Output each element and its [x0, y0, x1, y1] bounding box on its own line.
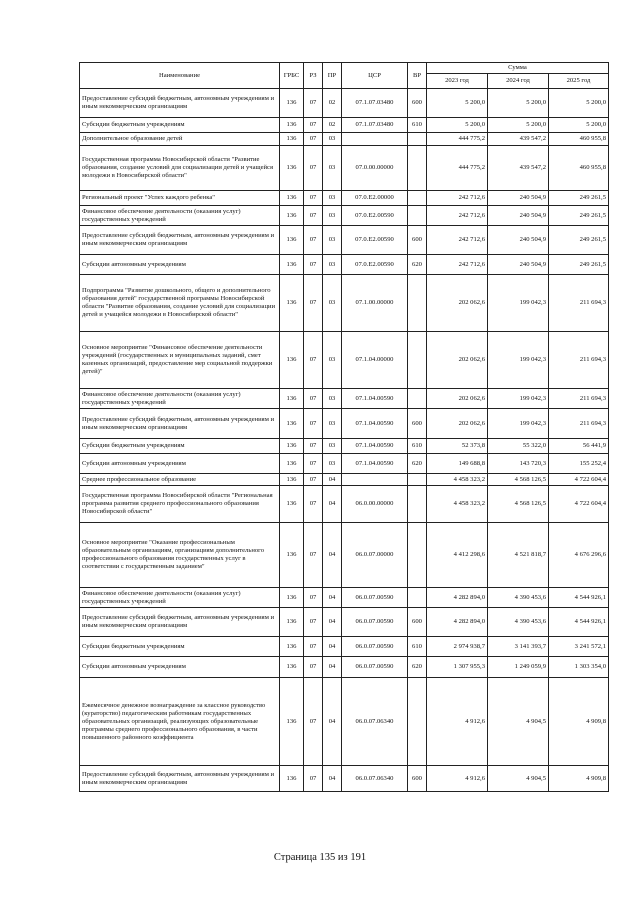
row-csr: 07.0.00.00000 — [342, 146, 408, 191]
row-rz: 07 — [304, 454, 323, 474]
row-vr: 600 — [408, 226, 427, 255]
row-grbs: 136 — [280, 637, 304, 657]
row-csr: 06.0.07.00590 — [342, 657, 408, 678]
row-value-2025: 4 909,8 — [549, 766, 609, 792]
row-rz: 07 — [304, 146, 323, 191]
row-pr: 03 — [323, 454, 342, 474]
header-year-2024: 2024 год — [488, 74, 549, 89]
row-grbs: 136 — [280, 206, 304, 226]
row-value-2024: 199 042,3 — [488, 409, 549, 439]
row-grbs: 136 — [280, 332, 304, 389]
row-value-2023: 5 200,0 — [427, 89, 488, 118]
row-grbs: 136 — [280, 409, 304, 439]
row-grbs: 136 — [280, 133, 304, 146]
row-csr: 06.0.07.06340 — [342, 766, 408, 792]
row-rz: 07 — [304, 678, 323, 766]
row-value-2023: 4 282 894,0 — [427, 588, 488, 608]
row-value-2023: 4 912,6 — [427, 678, 488, 766]
row-rz: 07 — [304, 766, 323, 792]
row-value-2024: 55 322,0 — [488, 439, 549, 454]
table-row — [80, 439, 609, 454]
table-row — [80, 255, 609, 275]
row-name: Финансовое обеспечение деятельности (оказания услуг) государственных учреждений — [80, 389, 280, 409]
row-rz: 07 — [304, 523, 323, 588]
row-grbs: 136 — [280, 454, 304, 474]
row-vr — [408, 588, 427, 608]
page-number: Страница 135 из 191 — [273, 852, 367, 863]
row-name: Основное мероприятие "Оказание профессиональным образовательным организациям, организациям дополнительного профессионального образования государственных услуг в соответствии с государственным заданием" — [80, 523, 280, 588]
row-value-2025: 211 694,3 — [549, 275, 609, 332]
row-value-2024: 240 504,9 — [488, 226, 549, 255]
row-value-2024: 439 547,2 — [488, 133, 549, 146]
row-value-2023: 5 200,0 — [427, 118, 488, 133]
table-row — [80, 191, 609, 206]
row-grbs: 136 — [280, 255, 304, 275]
row-value-2023: 202 062,6 — [427, 332, 488, 389]
row-value-2025: 3 241 572,1 — [549, 637, 609, 657]
row-name: Финансовое обеспечение деятельности (оказания услуг) государственных учреждений — [80, 206, 280, 226]
row-grbs: 136 — [280, 678, 304, 766]
row-value-2024: 4 390 453,6 — [488, 608, 549, 637]
row-name: Субсидии автономным учреждениям — [80, 657, 280, 678]
row-grbs: 136 — [280, 588, 304, 608]
row-value-2024: 143 720,3 — [488, 454, 549, 474]
row-vr — [408, 474, 427, 486]
row-pr: 03 — [323, 332, 342, 389]
row-value-2024: 240 504,9 — [488, 206, 549, 226]
row-value-2024: 4 568 126,5 — [488, 474, 549, 486]
row-csr — [342, 133, 408, 146]
row-value-2025: 460 955,8 — [549, 146, 609, 191]
table-row — [80, 89, 609, 118]
row-csr: 07.0.E2.00590 — [342, 206, 408, 226]
row-pr: 04 — [323, 637, 342, 657]
row-grbs: 136 — [280, 89, 304, 118]
row-name: Государственная программа Новосибирской области "Развитие образования, создание условий для социализации детей и учащейся молодежи в Новосибирской области" — [80, 146, 280, 191]
row-grbs: 136 — [280, 118, 304, 133]
row-value-2024: 199 042,3 — [488, 275, 549, 332]
row-value-2025: 4 909,8 — [549, 678, 609, 766]
row-name: Финансовое обеспечение деятельности (оказания услуг) государственных учреждений — [80, 588, 280, 608]
table-row — [80, 637, 609, 657]
row-csr: 06.0.07.00590 — [342, 588, 408, 608]
row-name: Субсидии бюджетным учреждениям — [80, 439, 280, 454]
row-value-2023: 242 712,6 — [427, 226, 488, 255]
row-pr: 03 — [323, 409, 342, 439]
row-rz: 07 — [304, 275, 323, 332]
row-value-2023: 4 282 894,0 — [427, 608, 488, 637]
row-value-2025: 4 544 926,1 — [549, 588, 609, 608]
row-pr: 02 — [323, 89, 342, 118]
row-value-2025: 4 676 296,6 — [549, 523, 609, 588]
row-grbs: 136 — [280, 766, 304, 792]
row-value-2024: 240 504,9 — [488, 191, 549, 206]
row-value-2025: 5 200,0 — [549, 89, 609, 118]
row-value-2024: 5 200,0 — [488, 118, 549, 133]
row-csr: 07.0.E2.00590 — [342, 226, 408, 255]
row-pr: 03 — [323, 255, 342, 275]
row-value-2023: 242 712,6 — [427, 206, 488, 226]
table-row — [80, 523, 609, 588]
row-rz: 07 — [304, 332, 323, 389]
row-rz: 07 — [304, 657, 323, 678]
row-pr: 03 — [323, 226, 342, 255]
row-vr — [408, 332, 427, 389]
row-value-2023: 242 712,6 — [427, 255, 488, 275]
row-pr: 04 — [323, 608, 342, 637]
row-vr — [408, 523, 427, 588]
row-value-2024: 3 141 393,7 — [488, 637, 549, 657]
row-value-2024: 199 042,3 — [488, 332, 549, 389]
row-csr — [342, 474, 408, 486]
row-name: Ежемесячное денежное вознаграждение за классное руководство (кураторство) педагогическим работникам государственных образовательных организаций, реализующих образовательные программы среднего профессионального образования, в части повышенного районного коэффициента — [80, 678, 280, 766]
row-name: Предоставление субсидий бюджетным, автономным учреждениям и иным некоммерческим организациям — [80, 89, 280, 118]
row-csr: 06.0.07.00590 — [342, 608, 408, 637]
header-name: Наименование — [80, 63, 280, 89]
row-value-2025: 249 261,5 — [549, 226, 609, 255]
row-csr: 07.1.04.00000 — [342, 332, 408, 389]
row-csr: 07.1.04.00590 — [342, 389, 408, 409]
row-rz: 07 — [304, 439, 323, 454]
row-value-2025: 211 694,3 — [549, 332, 609, 389]
row-name: Предоставление субсидий бюджетным, автономным учреждениям и иным некоммерческим организациям — [80, 409, 280, 439]
row-grbs: 136 — [280, 474, 304, 486]
row-pr: 03 — [323, 275, 342, 332]
row-grbs: 136 — [280, 389, 304, 409]
row-value-2025: 211 694,3 — [549, 409, 609, 439]
table-row — [80, 389, 609, 409]
header-sum: Сумма — [427, 63, 609, 74]
row-vr — [408, 206, 427, 226]
row-pr: 04 — [323, 588, 342, 608]
row-value-2025: 460 955,8 — [549, 133, 609, 146]
row-name: Предоставление субсидий бюджетным, автономным учреждениям и иным некоммерческим организациям — [80, 608, 280, 637]
row-value-2023: 149 688,8 — [427, 454, 488, 474]
row-grbs: 136 — [280, 226, 304, 255]
row-value-2024: 4 390 453,6 — [488, 588, 549, 608]
row-rz: 07 — [304, 389, 323, 409]
table-row — [80, 608, 609, 637]
row-value-2025: 249 261,5 — [549, 255, 609, 275]
row-pr: 04 — [323, 486, 342, 523]
table-row — [80, 409, 609, 439]
table-row — [80, 678, 609, 766]
row-rz: 07 — [304, 255, 323, 275]
row-name: Субсидии автономным учреждениям — [80, 454, 280, 474]
row-vr: 600 — [408, 409, 427, 439]
row-name: Предоставление субсидий бюджетным, автономным учреждениям и иным некоммерческим организациям — [80, 226, 280, 255]
table-row — [80, 474, 609, 486]
row-value-2023: 4 458 323,2 — [427, 486, 488, 523]
table-header — [80, 63, 609, 89]
row-pr: 03 — [323, 206, 342, 226]
row-vr: 600 — [408, 766, 427, 792]
row-value-2023: 2 974 938,7 — [427, 637, 488, 657]
row-value-2024: 4 904,5 — [488, 766, 549, 792]
row-value-2025: 249 261,5 — [549, 191, 609, 206]
table-row — [80, 206, 609, 226]
row-grbs: 136 — [280, 608, 304, 637]
row-rz: 07 — [304, 118, 323, 133]
row-pr: 04 — [323, 523, 342, 588]
row-pr: 04 — [323, 678, 342, 766]
row-value-2025: 5 200,0 — [549, 118, 609, 133]
row-name: Подпрограмма "Развитие дошкольного, общего и дополнительного образования детей" государственной программы Новосибирской области "Развитие образования, создание условий для социализации детей и учащейся молодежи в Новосибирской области" — [80, 275, 280, 332]
row-value-2023: 202 062,6 — [427, 409, 488, 439]
row-rz: 07 — [304, 191, 323, 206]
row-pr: 04 — [323, 474, 342, 486]
row-value-2024: 199 042,3 — [488, 389, 549, 409]
row-name: Основное мероприятие "Финансовое обеспечение деятельности учреждений (государственных и муниципальных заданий, смет казенных организаций, предоставление мер социальной поддержки детей)" — [80, 332, 280, 389]
row-name: Среднее профессиональное образование — [80, 474, 280, 486]
row-vr: 610 — [408, 118, 427, 133]
row-value-2023: 444 775,2 — [427, 146, 488, 191]
row-value-2024: 1 249 059,9 — [488, 657, 549, 678]
row-vr: 600 — [408, 608, 427, 637]
row-value-2024: 5 200,0 — [488, 89, 549, 118]
row-value-2024: 4 904,5 — [488, 678, 549, 766]
row-vr: 620 — [408, 454, 427, 474]
row-value-2024: 4 521 818,7 — [488, 523, 549, 588]
row-grbs: 136 — [280, 657, 304, 678]
row-name: Региональный проект "Успех каждого ребенка" — [80, 191, 280, 206]
row-name: Субсидии автономным учреждениям — [80, 255, 280, 275]
table-row — [80, 486, 609, 523]
table-row — [80, 657, 609, 678]
row-value-2025: 155 252,4 — [549, 454, 609, 474]
row-pr: 03 — [323, 439, 342, 454]
row-value-2023: 4 412 298,6 — [427, 523, 488, 588]
row-csr: 07.0.E2.00590 — [342, 255, 408, 275]
row-value-2024: 439 547,2 — [488, 146, 549, 191]
row-pr: 04 — [323, 766, 342, 792]
row-name: Предоставление субсидий бюджетным, автономным учреждениям и иным некоммерческим организациям — [80, 766, 280, 792]
table-row — [80, 226, 609, 255]
row-vr: 610 — [408, 439, 427, 454]
table-row — [80, 118, 609, 133]
row-vr — [408, 486, 427, 523]
row-vr: 620 — [408, 255, 427, 275]
header-year-2025: 2025 год — [549, 74, 609, 89]
row-grbs: 136 — [280, 146, 304, 191]
row-pr: 02 — [323, 118, 342, 133]
row-value-2023: 4 458 323,2 — [427, 474, 488, 486]
row-pr: 03 — [323, 389, 342, 409]
row-csr: 07.1.07.03480 — [342, 118, 408, 133]
row-grbs: 136 — [280, 486, 304, 523]
header-csr: ЦСР — [342, 63, 408, 89]
budget-table — [79, 62, 609, 792]
table-row — [80, 454, 609, 474]
row-vr — [408, 146, 427, 191]
row-csr: 07.1.04.00590 — [342, 439, 408, 454]
row-value-2025: 249 261,5 — [549, 206, 609, 226]
row-value-2023: 52 373,8 — [427, 439, 488, 454]
header-grbs: ГРБС — [280, 63, 304, 89]
row-vr — [408, 678, 427, 766]
row-vr — [408, 275, 427, 332]
header-year-2023: 2023 год — [427, 74, 488, 89]
row-csr: 07.1.00.00000 — [342, 275, 408, 332]
row-vr — [408, 389, 427, 409]
row-name: Субсидии бюджетным учреждениям — [80, 118, 280, 133]
row-value-2023: 202 062,6 — [427, 275, 488, 332]
row-rz: 07 — [304, 206, 323, 226]
table-body — [80, 89, 609, 792]
header-rz: РЗ — [304, 63, 323, 89]
table-row — [80, 133, 609, 146]
row-value-2023: 202 062,6 — [427, 389, 488, 409]
header-pr: ПР — [323, 63, 342, 89]
row-vr — [408, 191, 427, 206]
row-rz: 07 — [304, 474, 323, 486]
row-rz: 07 — [304, 486, 323, 523]
row-csr: 06.0.00.00000 — [342, 486, 408, 523]
row-value-2025: 1 303 354,0 — [549, 657, 609, 678]
row-rz: 07 — [304, 133, 323, 146]
row-vr: 610 — [408, 637, 427, 657]
table-row — [80, 275, 609, 332]
row-csr: 06.0.07.00000 — [342, 523, 408, 588]
header-vr: ВР — [408, 63, 427, 89]
row-name: Дополнительное образование детей — [80, 133, 280, 146]
row-vr: 600 — [408, 89, 427, 118]
row-value-2025: 211 694,3 — [549, 389, 609, 409]
row-pr: 03 — [323, 191, 342, 206]
row-value-2023: 242 712,6 — [427, 191, 488, 206]
row-rz: 07 — [304, 637, 323, 657]
table-row — [80, 146, 609, 191]
table-row — [80, 332, 609, 389]
table-row — [80, 766, 609, 792]
row-value-2024: 240 504,9 — [488, 255, 549, 275]
row-grbs: 136 — [280, 275, 304, 332]
row-grbs: 136 — [280, 191, 304, 206]
row-csr: 07.1.04.00590 — [342, 409, 408, 439]
row-value-2023: 444 775,2 — [427, 133, 488, 146]
row-value-2023: 1 307 955,3 — [427, 657, 488, 678]
row-csr: 07.1.04.00590 — [342, 454, 408, 474]
row-csr: 06.0.07.06340 — [342, 678, 408, 766]
row-name: Субсидии бюджетным учреждениям — [80, 637, 280, 657]
row-vr: 620 — [408, 657, 427, 678]
row-pr: 03 — [323, 133, 342, 146]
row-value-2025: 4 544 926,1 — [549, 608, 609, 637]
table-row — [80, 588, 609, 608]
row-pr: 04 — [323, 657, 342, 678]
row-rz: 07 — [304, 409, 323, 439]
row-name: Государственная программа Новосибирской области "Региональная программа развития среднего профессионального образования Новосибирской области" — [80, 486, 280, 523]
row-vr — [408, 133, 427, 146]
row-rz: 07 — [304, 608, 323, 637]
row-pr: 03 — [323, 146, 342, 191]
row-csr: 07.1.07.03480 — [342, 89, 408, 118]
row-value-2024: 4 568 126,5 — [488, 486, 549, 523]
row-rz: 07 — [304, 588, 323, 608]
row-value-2025: 4 722 604,4 — [549, 474, 609, 486]
row-rz: 07 — [304, 226, 323, 255]
row-grbs: 136 — [280, 439, 304, 454]
row-csr: 07.0.E2.00000 — [342, 191, 408, 206]
row-value-2025: 4 722 604,4 — [549, 486, 609, 523]
row-csr: 06.0.07.00590 — [342, 637, 408, 657]
row-rz: 07 — [304, 89, 323, 118]
row-value-2025: 56 441,9 — [549, 439, 609, 454]
row-grbs: 136 — [280, 523, 304, 588]
row-value-2023: 4 912,6 — [427, 766, 488, 792]
